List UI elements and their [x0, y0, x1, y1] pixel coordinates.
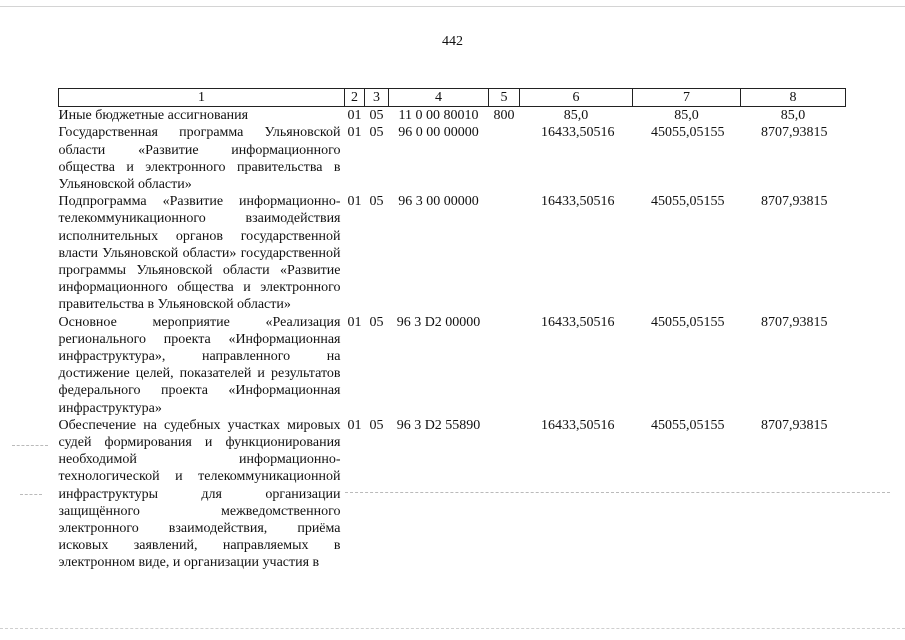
- row-code-3: 05: [369, 194, 384, 210]
- row-value-7: 85,0: [674, 108, 699, 124]
- row-code-2: 01: [347, 125, 362, 141]
- row-value-7: 45055,05155: [651, 194, 725, 210]
- row-value-7: 45055,05155: [651, 314, 725, 330]
- row-code-4: 96 0 00 00000: [398, 125, 479, 141]
- scan-artifact-dashes: [345, 492, 890, 493]
- row-code-2: 01: [347, 194, 362, 210]
- column-header: 2: [345, 89, 365, 107]
- row-code-4: 11 0 00 80010: [398, 108, 479, 124]
- row-name: Государственная программа Ульяновской области «Развитие информационного общества и электронного правительства в Ульяновской области»: [58, 125, 341, 193]
- row-code-2: 01: [347, 417, 362, 433]
- column-header: 6: [520, 89, 633, 107]
- row-code-3: 05: [369, 314, 384, 330]
- row-value-8: 8707,93815: [761, 125, 828, 141]
- row-value-6: 16433,50516: [541, 417, 615, 433]
- row-value-8: 8707,93815: [761, 194, 828, 210]
- scan-artifact-dashes: [20, 494, 42, 495]
- row-code-4: 96 3 D2 55890: [396, 417, 481, 433]
- scan-artifact-dashes: [12, 445, 48, 446]
- row-value-8: 8707,93815: [761, 417, 828, 433]
- table-row: [59, 107, 846, 125]
- row-code-5: [489, 314, 520, 417]
- row-code-5: [489, 193, 520, 313]
- row-name: Подпрограмма «Развитие информационно-телекоммуникационного взаимодействия исполнительных органов государственной власти Ульяновской области» государственной программы Ульяновской области «Развитие информационного общества и электронного правительства в Ульяновской области»: [58, 194, 341, 313]
- row-value-7: 45055,05155: [651, 125, 725, 141]
- column-header: 5: [489, 89, 520, 107]
- table-header-row: [59, 89, 846, 107]
- table-row: [59, 193, 846, 313]
- row-code-3: 05: [369, 108, 384, 124]
- column-header: 4: [389, 89, 489, 107]
- row-value-7: 45055,05155: [651, 417, 725, 433]
- row-value-8: 85,0: [780, 108, 806, 124]
- row-value-6: 16433,50516: [541, 314, 615, 330]
- page-number: 442: [442, 34, 463, 49]
- row-code-2: 01: [347, 108, 362, 124]
- row-value-6: 85,0: [563, 108, 589, 124]
- column-header: 3: [365, 89, 389, 107]
- row-code-5: 800: [493, 108, 515, 124]
- row-value-6: 16433,50516: [541, 194, 615, 210]
- row-name: Иные бюджетные ассигнования: [58, 108, 249, 124]
- row-name: Обеспечение на судебных участках мировых судей формирования и функционирования необходимой информационно-технологической и телекоммуникационной инфраструктуры для организации защищённого межведомственного электронного взаимодействия, приёма исковых заявлений, направляемых в электронном виде, и организации участия в: [58, 417, 341, 571]
- row-code-4: 96 3 D2 00000: [396, 314, 481, 330]
- row-code-4: 96 3 00 00000: [398, 194, 479, 210]
- table-row: [59, 417, 846, 572]
- budget-table: [58, 88, 846, 572]
- table-row: [59, 124, 846, 193]
- row-code-3: 05: [369, 417, 384, 433]
- table-row: [59, 314, 846, 417]
- scan-artifact-dashes: [0, 628, 905, 629]
- row-code-2: 01: [347, 314, 362, 330]
- column-header: 7: [633, 89, 741, 107]
- row-value-6: 16433,50516: [541, 125, 615, 141]
- row-value-8: 8707,93815: [761, 314, 828, 330]
- row-code-5: [489, 417, 520, 572]
- row-code-3: 05: [369, 125, 384, 141]
- scan-artifact-line: [0, 6, 905, 7]
- row-name: Основное мероприятие «Реализация регионального проекта «Информационная инфраструктура», направленного на достижение целей, показателей и результатов федерального проекта «Информационная инфраструктура»: [58, 314, 341, 416]
- column-header: 1: [59, 89, 345, 107]
- column-header: 8: [741, 89, 846, 107]
- row-code-5: [489, 124, 520, 193]
